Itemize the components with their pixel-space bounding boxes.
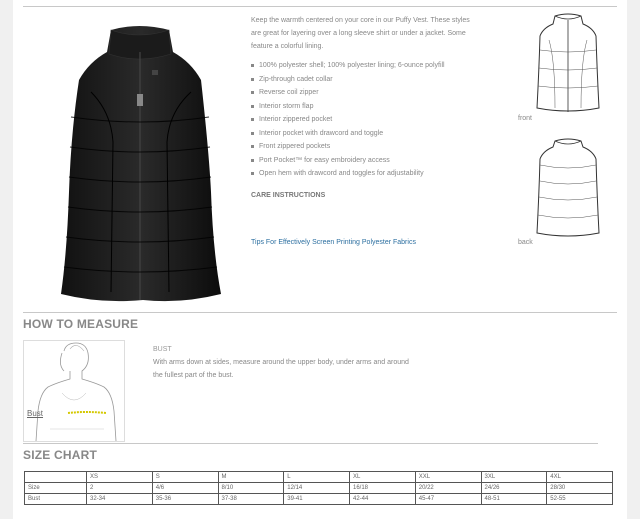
size-header-row [25, 472, 613, 483]
table-cell: 39-41 [284, 494, 350, 505]
table-row [25, 494, 613, 505]
table-cell: 12/14 [284, 483, 350, 494]
table-cell: 24/26 [481, 483, 547, 494]
size-column-header: XXL [415, 472, 481, 483]
size-column-header: 4XL [547, 472, 613, 483]
how-to-measure-title: HOW TO MEASURE [23, 317, 139, 331]
table-cell: 35-36 [152, 494, 218, 505]
row-label: Size [25, 483, 87, 494]
product-description [251, 14, 471, 202]
product-divider [23, 312, 617, 313]
empty-header-cell [25, 472, 87, 483]
feature-item: Open hem with drawcord and toggles for adjustability [251, 167, 471, 180]
table-cell: 20/22 [415, 483, 481, 494]
table-cell: 48-51 [481, 494, 547, 505]
feature-item: Interior storm flap [251, 100, 471, 113]
feature-list [251, 59, 471, 180]
female-figure-illustration [24, 341, 124, 441]
size-column-header: XS [87, 472, 153, 483]
bust-instructions-text: With arms down at sides, measure around the upper body, under arms and around the fullest part of the bust. [153, 359, 409, 379]
measure-divider [23, 443, 598, 444]
front-sketch-image [533, 10, 603, 115]
care-instructions-heading: CARE INSTRUCTIONS [251, 192, 326, 199]
measure-instructions [153, 343, 413, 382]
size-chart-table [24, 471, 613, 505]
table-cell: 16/18 [350, 483, 416, 494]
feature-item: Port Pocket™ for easy embroidery access [251, 154, 471, 167]
table-cell: 2 [87, 483, 153, 494]
product-page [13, 0, 627, 519]
row-label: Bust [25, 494, 87, 505]
table-cell: 28/30 [547, 483, 613, 494]
back-label: back [518, 239, 533, 246]
size-column-header: S [152, 472, 218, 483]
size-chart-title: SIZE CHART [23, 448, 97, 462]
table-cell: 45-47 [415, 494, 481, 505]
feature-item: 100% polyester shell; 100% polyester lining; 6-ounce polyfill [251, 59, 471, 72]
table-row [25, 483, 613, 494]
size-column-header: L [284, 472, 350, 483]
back-sketch-image [533, 135, 603, 240]
table-cell: 8/10 [218, 483, 284, 494]
vest-product-image [51, 22, 231, 307]
bust-figure-label: Bust [27, 409, 44, 418]
top-divider [23, 6, 617, 7]
size-column-header: 3XL [481, 472, 547, 483]
front-label: front [518, 115, 533, 122]
table-cell: 32-34 [87, 494, 153, 505]
feature-item: Reverse coil zipper [251, 86, 471, 99]
table-cell: 4/6 [152, 483, 218, 494]
table-cell: 42-44 [350, 494, 416, 505]
table-cell: 37-38 [218, 494, 284, 505]
tips-link[interactable]: Tips For Effectively Screen Printing Polyester Fabrics [251, 239, 416, 246]
table-cell: 52-55 [547, 494, 613, 505]
bust-measure-figure [23, 340, 125, 442]
size-column-header: M [218, 472, 284, 483]
feature-item: Interior zippered pocket [251, 113, 471, 126]
size-column-header: XL [350, 472, 416, 483]
feature-item: Interior pocket with drawcord and toggle [251, 127, 471, 140]
feature-item: Zip-through cadet collar [251, 73, 471, 86]
feature-item: Front zippered pockets [251, 140, 471, 153]
description-text: Keep the warmth centered on your core in our Puffy Vest. These styles are great for layering over a long sleeve shirt or under a jacket. Some feature a colorful lining. [251, 17, 470, 50]
bust-heading: BUST [153, 346, 172, 353]
